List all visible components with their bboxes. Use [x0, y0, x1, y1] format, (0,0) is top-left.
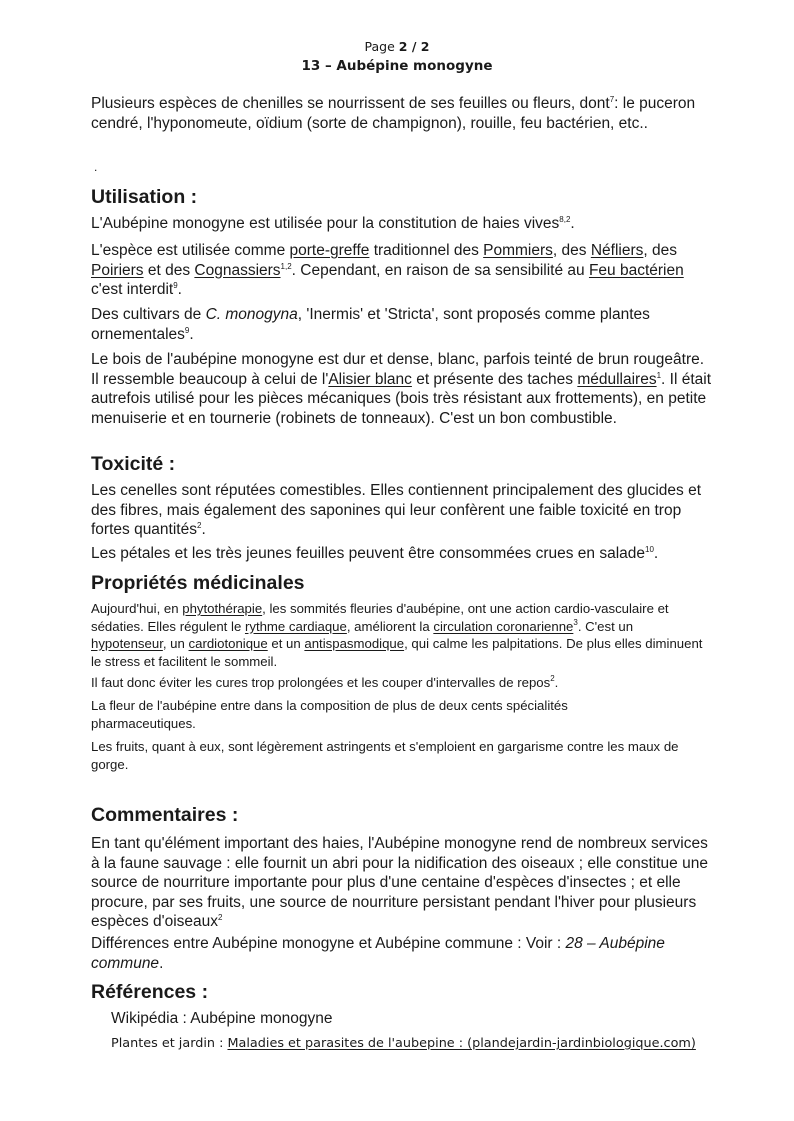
intro-paragraph: Plusieurs espèces de chenilles se nourrissent de ses feuilles ou fleurs, dont$^7$: le puceron cendré, l'hyponomeute, oïdium (sorte de champignon), rouille, feu bactérien, etc.. — [91, 95, 696, 132]
proprietes-paragraph-1: Aujourd'hui, en phytothérapie, les sommités fleuries d'aubépine, ont une action cardio-vasculaire et sédaties. Elles régulent le rythme cardiaque, améliorent la circulation coronarienne$^3$. C'est un hypotenseur, un cardiotonique et un antispasmodique, qui calme les palpitations. De plus elles diminuent le stress et facilitent le sommeil. — [91, 601, 703, 669]
link-plandejardin[interactable]: Maladies et parasites de l'aubepine : (plandejardin-jardinbiologique.com) — [227, 1036, 696, 1051]
page-number — [0, 39, 794, 54]
references-heading: Références : — [91, 981, 209, 1003]
page-num: 2 / 2 — [398, 39, 430, 54]
toxicite-heading: Toxicité : — [91, 453, 176, 475]
utilisation-paragraph-4: Le bois de l'aubépine monogyne est dur et dense, blanc, parfois teinté de brun rougeâtre. Il ressemble beaucoup à celui de l'Alisier blanc et présente des taches médullaires$^1$. Il était autrefois utilisé pour les pièces mécaniques (bois très résistant aux frottements), en petite menuiserie et en tournerie (robinets de tonneaux). C'est un bon combustible. — [91, 351, 712, 427]
utilisation-paragraph-1: L'Aubépine monogyne est utilisée pour la constitution de haies vives$^{8,2}$. — [91, 215, 575, 232]
link-medullaires[interactable]: médullaires — [577, 370, 657, 388]
commentaires-paragraph-2: Différences entre Aubépine monogyne et Aubépine commune : Voir : 28 – Aubépine commune. — [91, 935, 665, 972]
link-porte-greffe[interactable]: porte-greffe — [289, 242, 370, 259]
link-nefliers[interactable]: Néfliers — [590, 242, 644, 259]
link-feu-bacterien[interactable]: Feu bactérien — [588, 261, 684, 279]
page-prefix: Page — [364, 39, 399, 54]
utilisation-paragraph-3: Des cultivars de C. monogyna, 'Inermis' et 'Stricta', sont proposés comme plantes ornementales$^9$. — [91, 306, 650, 343]
commentaires-paragraph-1: En tant qu'élément important des haies, l'Aubépine monogyne rend de nombreux services à la faune sauvage : elle fournit un abri pour la nidification des oiseaux ; elle constitue une source de nourriture importante pour plus d'une centaine d'espèces d'insectes ; et elle procure, par ses fruits, une source de nourriture persistant pendant l'hiver pour plusieurs espèces d'oiseaux$^2$ — [91, 835, 708, 930]
proprietes-paragraph-2: Il faut donc éviter les cures trop prolongées et les couper d'intervalles de repos$^2$. — [91, 674, 559, 690]
link-rythme-cardiaque[interactable]: rythme cardiaque — [244, 618, 347, 634]
link-cardiotonique[interactable]: cardiotonique — [188, 636, 268, 651]
link-circulation-coronarienne[interactable]: circulation coronarienne — [433, 618, 574, 634]
proprietes-paragraph-3: La fleur de l'aubépine entre dans la composition de plus de deux cents spécialités pharmaceutiques. — [91, 698, 568, 731]
link-alisier-blanc[interactable]: Alisier blanc — [328, 370, 412, 388]
proprietes-paragraph-4: Les fruits, quant à eux, sont légèrement astringents et s'emploient en gargarisme contre les maux de gorge. — [91, 739, 679, 772]
reference-wikipedia: Wikipédia : Aubépine monogyne — [111, 1010, 333, 1027]
reference-plantes-jardin: Plantes et jardin : Maladies et parasites de l'aubepine : (plandejardin-jardinbiologique.com) — [111, 1036, 696, 1051]
link-antispasmodique[interactable]: antispasmodique — [304, 636, 405, 651]
link-hypotenseur[interactable]: hypotenseur — [91, 636, 163, 651]
commentaires-heading: Commentaires : — [91, 804, 239, 826]
page-title: 13 – Aubépine monogyne — [301, 58, 493, 74]
link-phytotherapie[interactable]: phytothérapie — [182, 601, 263, 616]
link-pommiers[interactable]: Pommiers — [483, 242, 553, 259]
toxicite-paragraph-2: Les pétales et les très jeunes feuilles peuvent être consommées crues en salade$^{10}$. — [91, 545, 659, 562]
link-cognassiers[interactable]: Cognassiers — [194, 261, 281, 279]
proprietes-heading: Propriétés médicinales — [91, 572, 305, 594]
link-poiriers[interactable]: Poiriers — [91, 261, 144, 279]
stray-dot: . — [94, 160, 98, 174]
utilisation-heading: Utilisation : — [91, 186, 198, 208]
toxicite-paragraph-1: Les cenelles sont réputées comestibles. Elles contiennent principalement des glucides et des fibres, mais également des saponines qui leur confèrent une faible toxicité en trop fortes quantités$^2$. — [91, 482, 702, 538]
utilisation-paragraph-2: L'espèce est utilisée comme porte-greffe traditionnel des Pommiers, des Néfliers, des Poiriers et des Cognassiers$^{1,2}$. Cependant, en raison de sa sensibilité au Feu bactérien c'est interdit$^9$. — [91, 242, 684, 298]
